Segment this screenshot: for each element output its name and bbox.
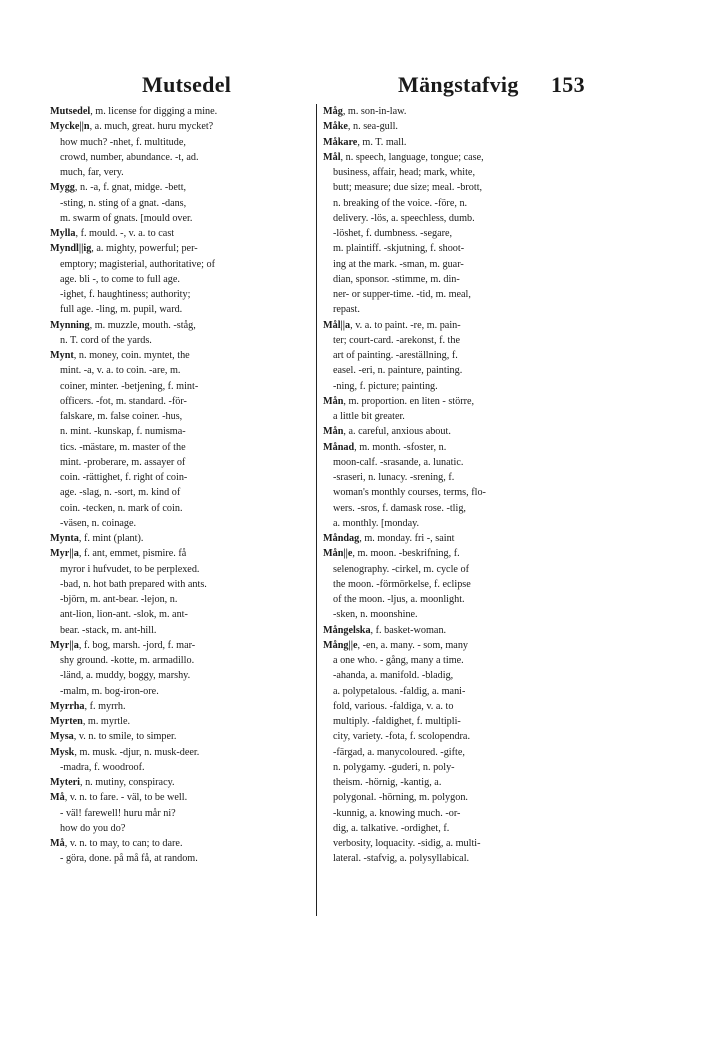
entry-line: dian, sponsor. -stimme, m. din- (333, 273, 460, 285)
running-head-left: Mutsedel (142, 72, 232, 97)
entry-line: -madra, f. woodroof. (60, 761, 145, 773)
entry-line: Mynt, n. money, coin. myntet, the (50, 350, 190, 361)
entry-line: a little bit greater. (333, 411, 405, 422)
entry-line: officers. -fot, m. standard. -för- (60, 395, 187, 407)
entry-line: ing at the mark. -sman, m. guar- (333, 258, 464, 270)
entry-line: Må, v. n. to fare. - väl, to be well. (50, 792, 188, 804)
entry-line: Måke, n. sea-gull. (323, 121, 398, 133)
right-column (323, 104, 588, 867)
entry-line: m. plaintiff. -skjutning, f. shoot- (333, 243, 465, 255)
entry-line: ner- or supper-time. -tid, m. meal, (333, 289, 471, 300)
entry-line: mint. -a, v. a. to coin. -are, m. (60, 365, 181, 377)
entry-line: repast. (333, 304, 360, 316)
entry-line: Mygg, n. -a, f. gnat, midge. -bett, (50, 182, 187, 194)
entry-line: bear. -stack, m. ant-hill. (60, 624, 157, 636)
entry-line: coiner, minter. -betjening, f. mint- (60, 380, 199, 392)
running-head-right: Mängstafvig (398, 72, 519, 97)
entry-line: Mysk, m. musk. -djur, n. musk-deer. (50, 746, 200, 758)
entry-line: mint. -proberare, m. assayer of (60, 456, 186, 468)
entry-line: Mål, n. speech, language, tongue; case, (323, 151, 484, 163)
entry-line: Mycke||n, a. much, great. huru mycket? (50, 121, 214, 133)
left-column (50, 104, 320, 867)
entry-line: delivery. -lös, a. speechless, dumb. (333, 212, 475, 224)
entry-line: Månad, m. month. -sfoster, n. (323, 441, 447, 453)
entry-line: selenography. -cirkel, m. cycle of (333, 563, 469, 575)
entry-line: how much? -nhet, f. multitude, (60, 136, 186, 148)
entry-line: woman's monthly courses, terms, flo- (333, 487, 486, 499)
entry-line: shy ground. -kotte, m. armadillo. (60, 655, 195, 666)
entry-line: Mysa, v. n. to smile, to simper. (50, 731, 177, 743)
entry-line: polygonal. -hörning, m. polygon. (333, 792, 468, 804)
entry-line: Måndag, m. monday. fri -, saint (323, 533, 455, 544)
entry-line: the moon. -förmörkelse, f. eclipse (333, 578, 471, 590)
entry-line: art of painting. -areställning, f. (333, 350, 458, 361)
entry-line: age. bli -, to come to full age. (60, 273, 180, 285)
entry-line: of the moon. -ljus, a. moonlight. (333, 594, 465, 605)
entry-line: a one who. - gång, many a time. (333, 655, 464, 666)
entry-line: easel. -eri, n. painture, painting. (333, 365, 463, 377)
entry-line: -björn, m. ant-bear. -lejon, n. (60, 594, 178, 605)
page-number: 153 (551, 72, 585, 97)
entry-line: age. -slag, n. -sort, m. kind of (60, 487, 181, 499)
entry-line: -ahanda, a. manifold. -bladig, (333, 670, 454, 682)
entry-line: lateral. -stafvig, a. polysyllabical. (333, 853, 470, 865)
entry-line: tics. -mästare, m. master of the (60, 441, 186, 453)
entry-line: ant-lion, lion-ant. -slok, m. ant- (60, 609, 188, 621)
entry-line: -bad, n. hot bath prepared with ants. (60, 578, 207, 590)
entry-line: ter; court-card. -arekonst, f. the (333, 334, 461, 346)
entry-line: multiply. -faldighet, f. multipli- (333, 716, 461, 727)
entry-line: Mån||e, m. moon. -beskrifning, f. (323, 548, 460, 560)
entry-line: -ighet, f. haughtiness; authority; (60, 289, 191, 300)
entry-line: Myrten, m. myrtle. (50, 716, 131, 727)
entry-line: -löshet, f. dumbness. -segare, (333, 228, 453, 239)
entry-line: dig, a. talkative. -ordighet, f. (333, 822, 450, 834)
entry-line: Mynning, m. muzzle, mouth. -ståg, (50, 319, 196, 331)
entry-line: city, variety. -fota, f. scolopendra. (333, 731, 471, 743)
entry-line: coin. -rättighet, f. right of coin- (60, 472, 188, 483)
entry-line: -kunnig, a. knowing much. -or- (333, 807, 461, 819)
entry-line: wers. -sros, f. damask rose. -tlig, (333, 502, 466, 514)
entry-line: -färgad, a. manycoloured. -gifte, (333, 746, 465, 758)
entry-line: fold, various. -faldiga, v. a. to (333, 700, 454, 712)
entry-line: Mylla, f. mould. -, v. a. to cast (50, 228, 175, 239)
entry-line: verbosity, loquacity. -sidig, a. multi- (333, 838, 481, 849)
entry-line: much, far, very. (60, 167, 124, 178)
entry-line: Mån, m. proportion. en liten - större, (323, 395, 475, 407)
entry-line: crowd, number, abundance. -t, ad. (60, 151, 199, 163)
entry-line: -väsen, n. coinage. (60, 517, 137, 529)
entry-line: butt; measure; due size; meal. -brott, (333, 182, 483, 194)
entry-line: a. polypetalous. -faldig, a. mani- (333, 685, 466, 697)
entry-line: Myndl||ig, a. mighty, powerful; per- (50, 243, 198, 255)
entry-line: -sraseri, n. lunacy. -srening, f. (333, 472, 455, 483)
entry-line: Myr||a, f. bog, marsh. -jord, f. mar- (50, 639, 196, 651)
entry-line: Myteri, n. mutiny, conspiracy. (50, 777, 175, 788)
entry-line: Mynta, f. mint (plant). (50, 533, 144, 544)
entry-line: Mål||a, v. a. to paint. -re, m. pain- (323, 319, 461, 331)
entry-line: n. mint. -kunskap, f. numisma- (60, 426, 186, 438)
entry-line: - väl! farewell! huru mår ni? (60, 807, 176, 819)
entry-line: n. breaking of the voice. -före, n. (333, 197, 468, 209)
entry-line: - göra, done. på må få, at random. (60, 853, 198, 865)
entry-line: a. monthly. [monday. (333, 517, 420, 529)
entry-line: emptory; magisterial, authoritative; of (60, 258, 216, 270)
entry-line: falskare, m. false coiner. -hus, (60, 411, 183, 422)
entry-line: -sken, n. moonshine. (333, 609, 418, 621)
entry-line: n. T. cord of the yards. (60, 334, 152, 346)
entry-line: Mån, a. careful, anxious about. (323, 426, 451, 438)
entry-line: myror i hufvudet, to be perplexed. (60, 563, 200, 575)
entry-line: Måkare, m. T. mall. (323, 136, 407, 148)
entry-line: Måg, m. son-in-law. (323, 106, 407, 117)
entry-line: -malm, m. bog-iron-ore. (60, 685, 159, 697)
entry-line: moon-calf. -srasande, a. lunatic. (333, 456, 464, 468)
entry-line: business, affair, head; mark, white, (333, 167, 475, 178)
entry-line: Mutsedel, m. license for digging a mine. (50, 106, 218, 117)
entry-line: -länd, a. muddy, boggy, marshy. (60, 670, 191, 682)
entry-line: Mång||e, -en, a. many. - som, many (323, 639, 469, 651)
entry-line: Myr||a, f. ant, emmet, pismire. få (50, 548, 187, 560)
entry-line: Må, v. n. to may, to can; to dare. (50, 838, 183, 849)
entry-line: m. swarm of gnats. [mould over. (60, 212, 193, 224)
entry-line: -sting, n. sting of a gnat. -dans, (60, 197, 187, 209)
entry-line: how do you do? (60, 822, 126, 834)
entry-line: Myrrha, f. myrrh. (50, 700, 126, 712)
entry-line: coin. -tecken, n. mark of coin. (60, 502, 183, 514)
entry-line: theism. -hörnig, -kantig, a. (333, 777, 442, 788)
entry-line: n. polygamy. -guderi, n. poly- (333, 761, 455, 773)
column-divider (316, 104, 317, 916)
entry-line: Mångelska, f. basket-woman. (323, 624, 447, 636)
entry-line: -ning, f. picture; painting. (333, 380, 438, 392)
entry-line: full age. -ling, m. pupil, ward. (60, 304, 183, 316)
